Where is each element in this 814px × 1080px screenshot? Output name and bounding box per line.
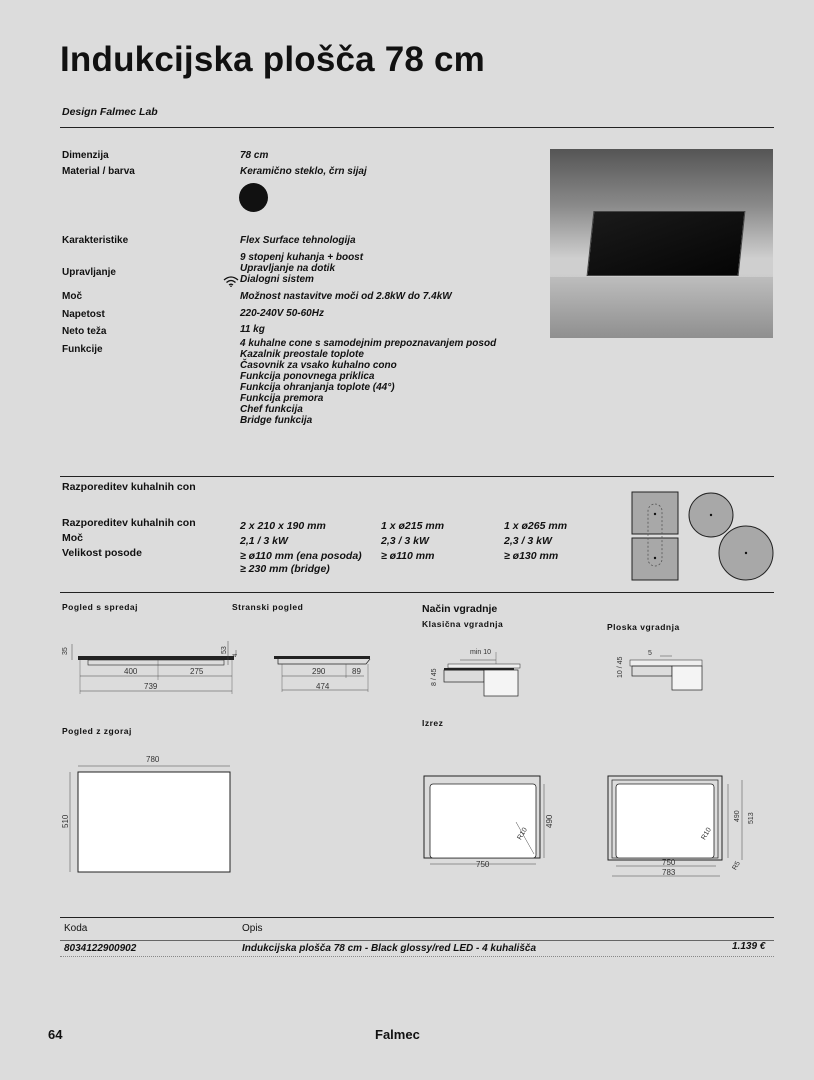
table-divider-mid (60, 940, 774, 941)
zones-divider-bottom (60, 592, 774, 593)
page-title: Indukcijska plošča 78 cm (60, 40, 486, 79)
front-dim-h2: 53 (221, 646, 228, 654)
zones-section-title: Razporeditev kuhalnih con (62, 481, 196, 493)
cutout-dim-h: 490 (545, 814, 554, 828)
flush-cutout-drawing (604, 770, 754, 882)
spec-value-dimension: 78 cm (240, 150, 269, 161)
designer-subtitle: Design Falmec Lab (62, 106, 158, 118)
classic-dim-min: min 10 (470, 649, 492, 656)
top-view-drawing (56, 750, 246, 875)
spec-value-controls: 9 stopenj kuhanja + boost Upravljanje na dotik Dialogni sistem (240, 252, 364, 285)
zones-column-3: 1 x ø265 mm 2,3 / 3 kW ≥ ø130 mm (504, 520, 568, 562)
zones-divider-top (60, 476, 774, 477)
flush-cut-dim-h1: 490 (734, 810, 741, 822)
side-dim-w1: 290 (312, 667, 326, 676)
spec-value-features: Flex Surface tehnologija (240, 235, 356, 246)
front-dim-h3: 4 (233, 653, 239, 657)
page-number: 64 (48, 1027, 63, 1042)
spec-label-dimension: Dimenzija (62, 150, 109, 161)
side-dim-w2: 89 (352, 667, 361, 676)
installation-title: Način vgradnje (422, 603, 498, 615)
cutout-dim-r: R10 (516, 826, 529, 842)
spec-label-features: Karakteristike (62, 235, 129, 246)
front-dim-total: 739 (144, 682, 158, 691)
product-photo (550, 149, 773, 338)
front-view-title: Pogled s spredaj (62, 602, 139, 612)
flush-cut-dim-w1: 750 (662, 858, 676, 867)
side-dim-total: 474 (316, 682, 330, 691)
flush-installation-drawing (602, 642, 712, 696)
side-view-title: Stranski pogled (232, 602, 304, 612)
zones-column-2: 1 x ø215 mm 2,3 / 3 kW ≥ ø110 mm (381, 520, 445, 562)
brand-name: Falmec (375, 1027, 420, 1042)
table-divider-bottom (60, 956, 774, 957)
side-view-drawing (268, 650, 378, 694)
spec-label-material: Material / barva (62, 166, 135, 177)
table-row-code: 8034122900902 (64, 943, 137, 954)
table-header-code: Koda (64, 923, 88, 934)
zone-layout-diagram (630, 490, 780, 585)
zones-column-1: 2 x 210 x 190 mm 2,1 / 3 kW ≥ ø110 mm (ena posoda) ≥ 230 mm (bridge) (240, 520, 362, 575)
front-dim-h1: 35 (62, 647, 69, 655)
spec-label-controls: Upravljanje (62, 267, 116, 278)
spec-label-voltage: Napetost (62, 309, 105, 320)
cutout-title: Izrez (422, 718, 444, 728)
spec-label-power: Moč (62, 291, 82, 302)
table-divider-top (60, 917, 774, 918)
cutout-drawing (418, 770, 563, 874)
flush-cut-dim-r1: R10 (700, 826, 713, 842)
top-dim-h: 510 (61, 814, 70, 828)
spec-value-functions: 4 kuhalne cone s samodejnim prepoznavanjem posod Kazalnik preostale toplote Časovnik za vsako kuhalno cono Funkcija ponovnega priklica Funkcija ohranjanja toplote (44°) Funkcija premora Chef funkcija Bridge funkcija (240, 338, 497, 426)
flush-cut-dim-w2: 783 (662, 868, 676, 877)
spec-value-material: Keramično steklo, črn sijaj (240, 166, 367, 177)
spec-value-voltage: 220-240V 50-60Hz (240, 308, 324, 319)
classic-installation-title: Klasična vgradnja (422, 619, 504, 629)
table-row-description: Indukcijska plošča 78 cm - Black glossy/red LED - 4 kuhališča (242, 943, 537, 954)
top-dim-w: 780 (146, 755, 160, 764)
table-row-price: 1.139 € (732, 941, 766, 952)
zones-row-labels: Razporeditev kuhalnih con Moč Velikost posode (62, 517, 196, 559)
flush-cut-dim-r2: R5 (731, 860, 742, 872)
spec-value-power: Možnost nastavitve moči od 2.8kW do 7.4kW (240, 291, 452, 302)
wifi-icon (223, 276, 239, 287)
hob-image (587, 211, 746, 276)
classic-dim-h: 8 / 45 (431, 668, 438, 686)
front-view-drawing (58, 636, 248, 696)
header-divider (60, 127, 774, 128)
spec-value-weight: 11 kg (240, 324, 265, 335)
table-header-description: Opis (242, 923, 263, 934)
flush-cut-dim-h2: 513 (748, 812, 755, 824)
front-dim-w2: 275 (190, 667, 204, 676)
front-dim-w1: 400 (124, 667, 138, 676)
flush-dim-gap: 5 (648, 650, 652, 657)
classic-installation-drawing (418, 640, 528, 700)
top-view-title: Pogled z zgoraj (62, 726, 132, 736)
spec-label-weight: Neto teža (62, 326, 107, 337)
spec-label-functions: Funkcije (62, 344, 103, 355)
flush-installation-title: Ploska vgradnja (607, 622, 680, 632)
flush-dim-h: 10 / 45 (617, 656, 624, 678)
color-swatch (239, 183, 268, 212)
cutout-dim-w: 750 (476, 860, 490, 869)
